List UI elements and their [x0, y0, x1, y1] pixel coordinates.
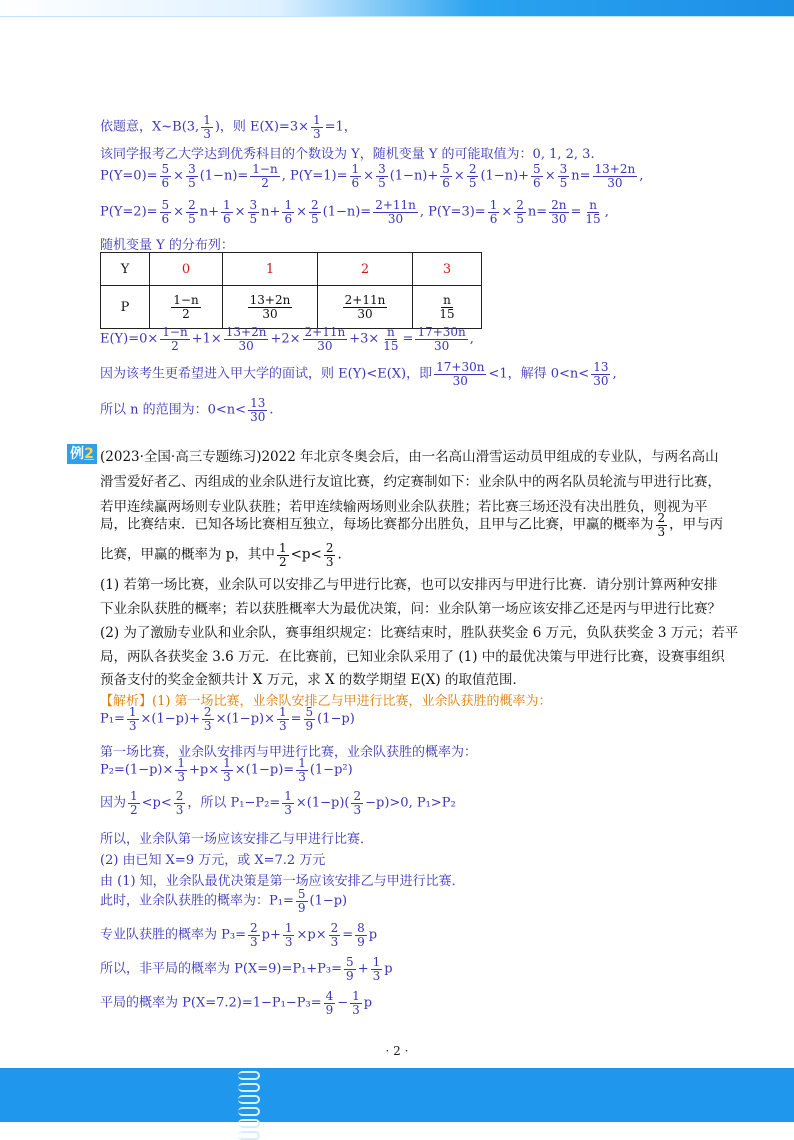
question-2-line-3: 预备支付的奖金金额共计 X 万元，求 X 的数学期望 E(X) 的取值范围． [100, 672, 526, 688]
header-gradient-bar [0, 0, 794, 16]
example-text-line-5: 比赛，甲赢的概率为 p，其中 $\frac{1}{2}$ <p< $\frac{2}{3}$ . [100, 541, 342, 569]
analysis-line-11: 所以，非平局的概率为 P(X=9)=P₁+P₃= $\frac{5}{9}$ + $\frac{1}{3}$ p [100, 955, 393, 983]
solution-line-inequality: 因为该考生更希望进入甲大学的面试，则 E(Y)<E(X)，即 $\frac{17+30n}{30}$ <1，解得 0<n< $\frac{13}{30}$ , [100, 360, 617, 388]
analysis-line-3: 第一场比赛，业余队安排丙与甲进行比赛，业余队获胜的概率为： [100, 745, 478, 760]
table-cell-p3: $\frac{n}{15}$ [413, 286, 482, 329]
solution-line-binomial: 依题意，X~B(3, $\frac{1}{3}$ )，则 E(X)=3× $\frac{1}{3}$ =1， [100, 113, 357, 141]
solution-line-range: 所以 n 的范围为：0<n< $\frac{13}{30}$ . [100, 396, 274, 424]
spiral-binding-icon [236, 1068, 262, 1122]
question-1-line-2: 下业余队获胜的概率；若以获胜概率大为最优决策，问：业余队第一场应该安排乙还是丙与甲进行比赛？ [100, 601, 721, 617]
example-text-line-4: 局，比赛结束．已知各场比赛相互独立，每场比赛都分出胜负，且甲与乙比赛，甲赢的概率为 $\frac{2}{3}$ ，甲与丙 [100, 511, 724, 539]
analysis-line-10: 专业队获胜的概率为 P₃= $\frac{2}{3}$ p+ $\frac{1}{3}$ ×p× $\frac{2}{3}$ = $\frac{8}{9}$ p [100, 921, 378, 949]
table-cell-p2: $\frac{2+11n}{30}$ [318, 286, 413, 329]
example-label: 例2 [67, 444, 97, 464]
analysis-line-12: 平局的概率为 P(X=7.2)=1−P₁−P₃= $\frac{4}{9}$ − $\frac{1}{3}$ p [100, 989, 373, 1017]
table-cell-p1: $\frac{13+2n}{30}$ [223, 286, 318, 329]
solution-line-distribution-title: 随机变量 Y 的分布列： [100, 238, 234, 253]
header-divider [0, 16, 794, 17]
solution-line-py2-py3: P(Y=2)= $\frac{5}{6}$ × $\frac{2}{5}$ n+ $\frac{1}{6}$ × $\frac{3}{5}$ n+ $\frac{1}{6}$ × $\frac{2}{5}$ (1−n)= $\frac{2+11n}{30}$ , P(Y=3)= $\frac{1}{6}$ × $\frac{2}{5}$ n= $\frac{2n}{30}$ = $\frac{n}{15}$ , [100, 198, 609, 226]
solution-line-expectation: E(Y)=0× $\frac{1-n}{2}$ +1× $\frac{13+2n}{30}$ +2× $\frac{2+11n}{30}$ +3× $\frac{n}{15}$ = $\frac{17+30n}{30}$ , [100, 325, 474, 353]
table-cell-y0: 0 [150, 253, 223, 286]
solution-line-y-values: 该同学报考乙大学达到优秀科目的个数设为 Y，随机变量 Y 的可能取值为：0, 1, 2, 3. [100, 147, 595, 162]
footer-bar [0, 1068, 794, 1122]
question-1-line-1: (1) 若第一场比赛，业余队可以安排乙与甲进行比赛，也可以安排丙与甲进行比赛．请分别计算两种安排 [100, 577, 718, 593]
analysis-line-8: 由 (1) 知，业余队最优决策是第一场应该安排乙与甲进行比赛． [100, 874, 465, 889]
example-text-line-3: 若甲连续赢两场则专业队获胜；若甲连续输两场则业余队获胜；若比赛三场还没有决出胜负，则视为平 [100, 499, 708, 515]
distribution-table [100, 252, 482, 329]
analysis-line-p1: P₁= $\frac{1}{3}$ ×(1−p)+ $\frac{2}{3}$ ×(1−p)× $\frac{1}{3}$ = $\frac{5}{9}$ (1−p) [100, 705, 355, 733]
table-cell-y1: 1 [223, 253, 318, 286]
analysis-line-1: 【解析】(1) 第一场比赛，业余队安排乙与甲进行比赛，业余队获胜的概率为： [100, 694, 552, 709]
analysis-line-9: 此时，业余队获胜的概率为：P₁= $\frac{5}{9}$ (1−p) [100, 887, 348, 915]
table-cell-p0: $\frac{1-n}{2}$ [150, 286, 223, 329]
page-number: · 2 · [385, 1044, 409, 1058]
question-2-line-2: 局，两队各获奖金 3.6 万元．在比赛前，已知业余队采用了 (1) 中的最优决策与甲进行比赛，设赛事组织 [100, 649, 725, 665]
example-text-line-2: 滑雪爱好者乙、丙组成的业余队进行友谊比赛，约定赛制如下：业余队中的两名队员轮流与甲进行比赛， [100, 474, 721, 490]
analysis-line-p2: P₂=(1−p)× $\frac{1}{3}$ +p× $\frac{1}{3}$ ×(1−p)= $\frac{1}{3}$ (1−p²) [100, 756, 353, 784]
table-cell-y2: 2 [318, 253, 413, 286]
analysis-line-6: 所以，业余队第一场应该安排乙与甲进行比赛． [100, 832, 374, 847]
table-header-y: Y [101, 253, 150, 286]
question-2-line-1: (2) 为了激励专业队和业余队，赛事组织规定：比赛结束时，胜队获奖金 6 万元，负队获奖金 3 万元；若平 [100, 625, 739, 641]
example-text-line-1: (2023·全国·高三专题练习)2022 年北京冬奥会后，由一名高山滑雪运动员甲组成的专业队，与两名高山 [100, 449, 719, 465]
table-header-p: P [101, 286, 150, 329]
analysis-line-compare: 因为 $\frac{1}{2}$ <p< $\frac{2}{3}$ ，所以 P₁−P₂= $\frac{1}{3}$ ×(1−p)( $\frac{2}{3}$ −p)>0, P₁>P₂ [100, 789, 456, 817]
solution-line-py0-py1: P(Y=0)= $\frac{5}{6}$ × $\frac{3}{5}$ (1−n)= $\frac{1-n}{2}$ , P(Y=1)= $\frac{1}{6}$ × $\frac{3}{5}$ (1−n)+ $\frac{5}{6}$ × $\frac{2}{5}$ (1−n)+ $\frac{5}{6}$ × $\frac{3}{5}$ n= $\frac{13+2n}{30}$ , [100, 162, 644, 190]
table-cell-y3: 3 [413, 253, 482, 286]
analysis-line-7: (2) 由已知 X=9 万元，或 X=7.2 万元 [100, 853, 326, 868]
